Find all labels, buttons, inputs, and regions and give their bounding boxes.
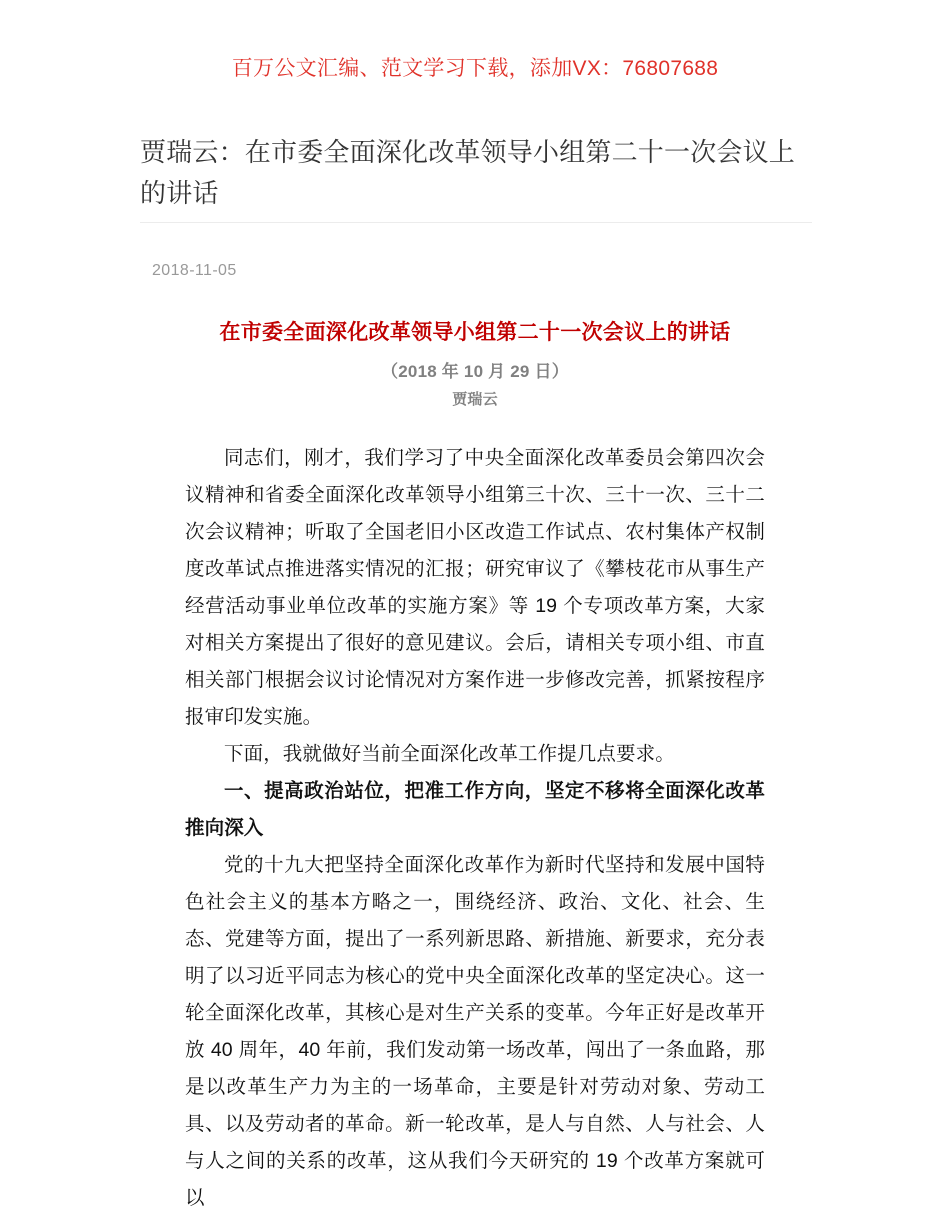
body-paragraph: 同志们，刚才，我们学习了中央全面深化改革委员会第四次会议精神和省委全面深化改革领导小组第三十次、三十一次、三十二次会议精神；听取了全国老旧小区改造工作试点、农村集体产权制度改革试点推进落实情况的汇报；研究审议了《攀枝花市从事生产经营活动事业单位改革的实施方案》等 19 个专项改革方案，大家对相关方案提出了很好的意见建议。会后，请相关专项小组、市直相关部门根据会议讨论情况对方案作进一步修改完善，抓紧按程序报审印发实施。	[185, 447, 765, 728]
body-paragraph: 党的十九大把坚持全面深化改革作为新时代坚持和发展中国特色社会主义的基本方略之一，围绕经济、政治、文化、社会、生态、党建等方面，提出了一系列新思路、新措施、新要求，充分表明了以习近平同志为核心的党中央全面深化改革的坚定决心。这一轮全面深化改革，其核心是对生产关系的变革。今年正好是改革开放 40 周年，40 年前，我们发动第一场改革，闯出了一条血路，那是以改革生产力为主的一场革命，主要是针对劳动对象、劳动工具、以及劳动者的革命。新一轮改革，是人与自然、人与社会、人与人之间的关系的改革，这从我们今天研究的 19 个改革方案就可以	[185, 854, 765, 1209]
body-paragraph: 下面，我就做好当前全面深化改革工作提几点要求。	[224, 743, 675, 765]
page-title: 贾瑞云：在市委全面深化改革领导小组第二十一次会议上的讲话	[140, 137, 796, 208]
document-body	[185, 318, 765, 1217]
publish-date: 2018-11-05	[152, 262, 237, 279]
paragraph-list	[185, 440, 765, 1217]
header-divider	[140, 222, 812, 223]
article-header	[140, 132, 812, 214]
document-author: 贾瑞云	[452, 391, 498, 408]
section-heading: 一、提高政治站位，把准工作方向，坚定不移将全面深化改革推向深入	[185, 780, 765, 839]
document-title: 在市委全面深化改革领导小组第二十一次会议上的讲话	[219, 321, 731, 344]
document-date-line: （2018 年 10 月 29 日）	[381, 362, 569, 381]
promo-banner-text: 百万公文汇编、范文学习下载，添加VX：76807688	[231, 57, 719, 80]
